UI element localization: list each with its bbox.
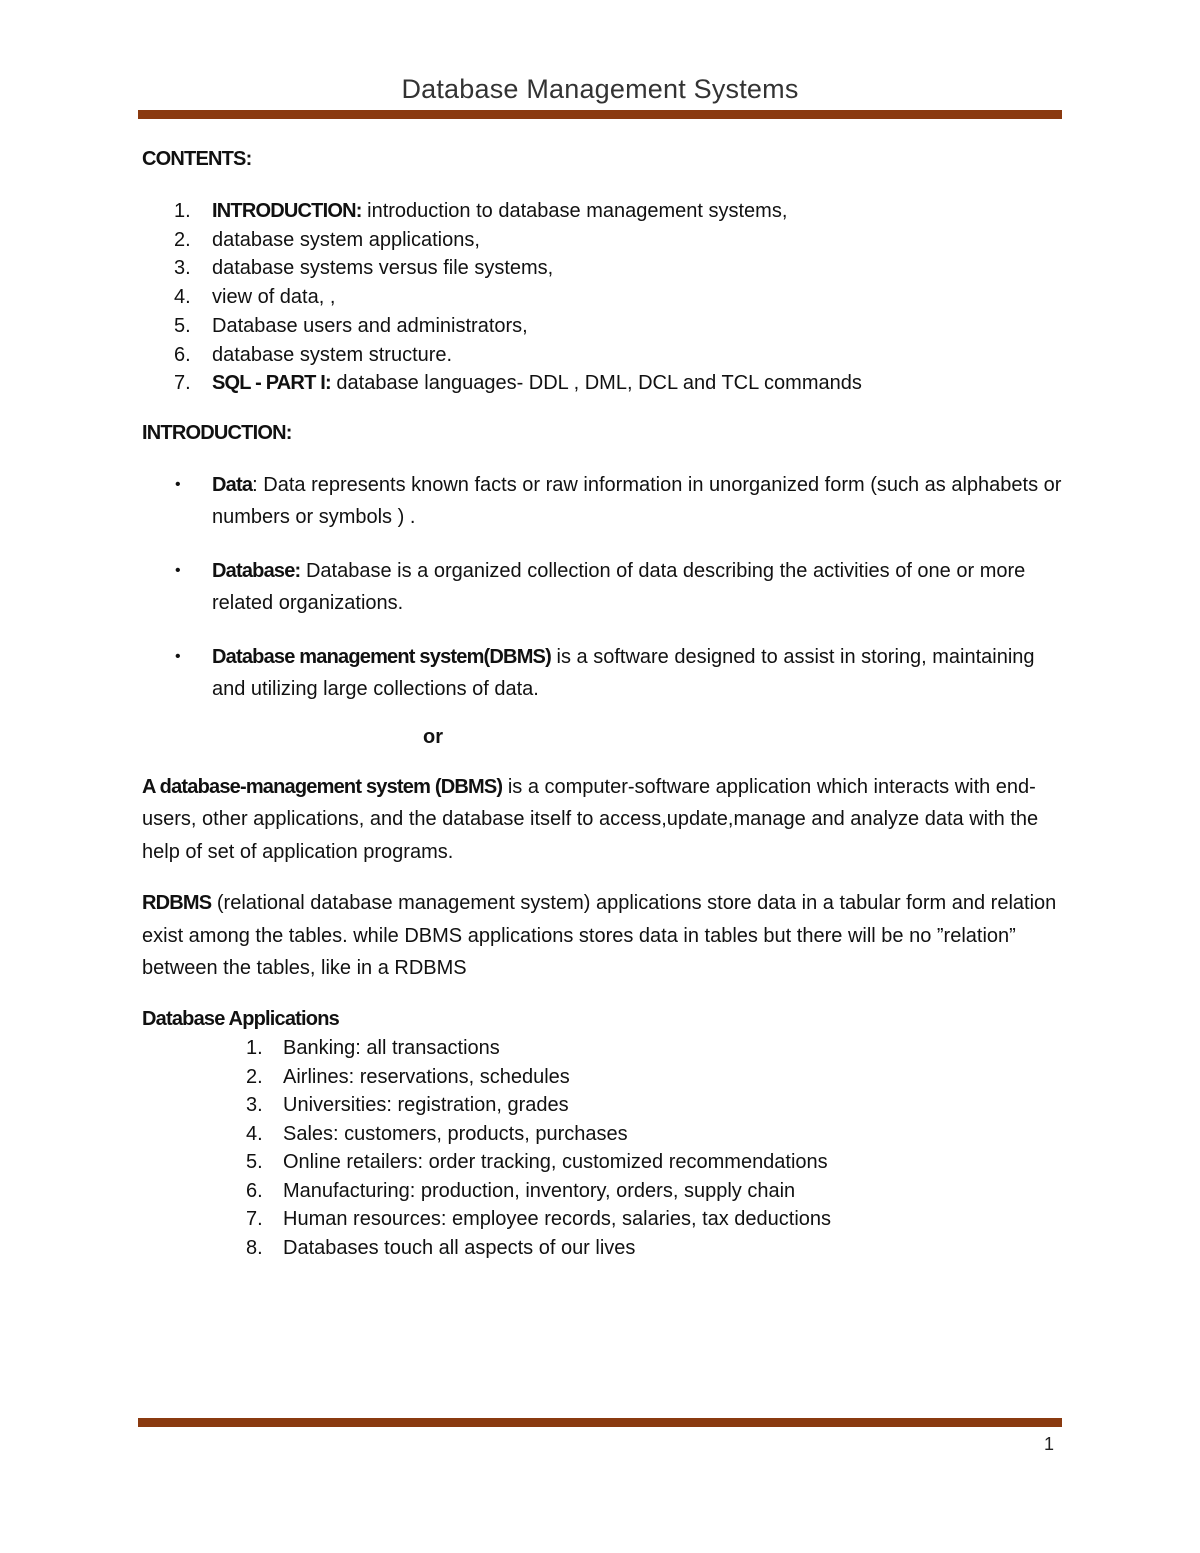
document-body: [142, 148, 1062, 1263]
or-separator: or: [423, 725, 443, 748]
contents-item-bold: INTRODUCTION:: [212, 200, 362, 222]
paragraph-term: A database-management system (DBMS): [142, 775, 503, 798]
application-number: 6.: [246, 1179, 263, 1202]
rdbms-paragraph: [142, 887, 1062, 985]
dbms-paragraph: [142, 771, 1062, 869]
application-text: Sales: customers, products, purchases: [283, 1122, 628, 1145]
application-item: [142, 1148, 1062, 1177]
application-text: Universities: registration, grades: [283, 1094, 569, 1117]
contents-item-number: 4.: [174, 286, 191, 309]
application-number: 3.: [246, 1094, 263, 1117]
bullet-icon: •: [175, 561, 181, 579]
contents-item-bold: SQL - PART I:: [212, 372, 331, 395]
application-text: Banking: all transactions: [283, 1036, 500, 1059]
contents-item-text: database systems versus file systems,: [212, 257, 554, 280]
contents-item: [142, 369, 1062, 398]
contents-item-number: 7.: [174, 372, 191, 395]
contents-item-number: 5.: [174, 314, 191, 337]
paragraph-term: RDBMS: [142, 892, 212, 915]
definition-text: Database is a organized collection of data describing the activities of one or more related organizations.: [212, 559, 1026, 615]
application-item: [142, 1205, 1062, 1234]
definition-item: [142, 555, 1062, 620]
header-rule: [138, 110, 1062, 119]
application-item: [142, 1177, 1062, 1206]
application-text: Airlines: reservations, schedules: [283, 1065, 570, 1088]
applications-list: [142, 1034, 1062, 1263]
contents-item: [142, 197, 1062, 226]
bullet-icon: •: [175, 475, 181, 493]
application-number: 1.: [246, 1036, 263, 1059]
definition-item: [142, 469, 1062, 534]
contents-item-number: 1.: [174, 200, 191, 222]
definition-term: Database:: [212, 559, 301, 582]
contents-item-number: 6.: [174, 343, 191, 366]
application-text: Databases touch all aspects of our lives: [283, 1237, 636, 1260]
applications-heading: Database Applications: [142, 1007, 339, 1030]
paragraph-text: (relational database management system) applications store data in a tabular form and relation exist among the tables. while DBMS applications stores data in tables but there will be no ”relation” between the tables, like in a RDBMS: [142, 892, 1057, 980]
definition-term: Data: [212, 473, 253, 496]
bullet-icon: •: [175, 647, 181, 665]
application-text: Manufacturing: production, inventory, orders, supply chain: [283, 1179, 796, 1202]
application-number: 5.: [246, 1151, 263, 1174]
contents-item-number: 2.: [174, 228, 191, 251]
application-text: Online retailers: order tracking, customized recommendations: [283, 1151, 828, 1174]
footer-rule: [138, 1418, 1062, 1427]
contents-item: [142, 226, 1062, 255]
application-number: 2.: [246, 1065, 263, 1088]
contents-item-text: database system applications,: [212, 228, 480, 251]
introduction-heading: INTRODUCTION:: [142, 421, 292, 444]
definition-text: : Data represents known facts or raw information in unorganized form (such as alphabets or numbers or symbols ) .: [212, 473, 1062, 529]
contents-item-text: introduction to database management systems,: [361, 200, 788, 222]
application-number: 4.: [246, 1122, 263, 1145]
paragraph-text: is a computer-software application which interacts with end-users, other applications, and the database itself to access,update,manage and analyze data with the help of set of application programs.: [142, 775, 1039, 863]
contents-item-text: database languages- DDL , DML, DCL and TCL commands: [330, 372, 862, 395]
application-item: [142, 1091, 1062, 1120]
application-item: [142, 1034, 1062, 1063]
page-number: 1: [1044, 1434, 1055, 1454]
application-item: [142, 1234, 1062, 1263]
contents-item: [142, 312, 1062, 341]
contents-list: [142, 197, 1062, 398]
contents-heading: CONTENTS:: [142, 148, 252, 170]
application-text: Human resources: employee records, salaries, tax deductions: [283, 1208, 832, 1231]
application-item: [142, 1063, 1062, 1092]
contents-item-text: database system structure.: [212, 343, 453, 366]
page-header-title: Database Management Systems: [401, 74, 799, 104]
definition-item: [142, 641, 1062, 706]
contents-item-text: Database users and administrators,: [212, 314, 528, 337]
definition-text: is a software designed to assist in storing, maintaining and utilizing large collections of data.: [212, 645, 1035, 701]
application-number: 7.: [246, 1208, 263, 1231]
contents-item: [142, 283, 1062, 312]
definition-list: [142, 469, 1062, 706]
contents-item: [142, 254, 1062, 283]
application-number: 8.: [246, 1237, 263, 1260]
application-item: [142, 1120, 1062, 1149]
contents-item-number: 3.: [174, 257, 191, 280]
contents-item-text: view of data, ,: [212, 286, 336, 309]
contents-item: [142, 341, 1062, 370]
definition-term: Database management system(DBMS): [212, 645, 551, 668]
